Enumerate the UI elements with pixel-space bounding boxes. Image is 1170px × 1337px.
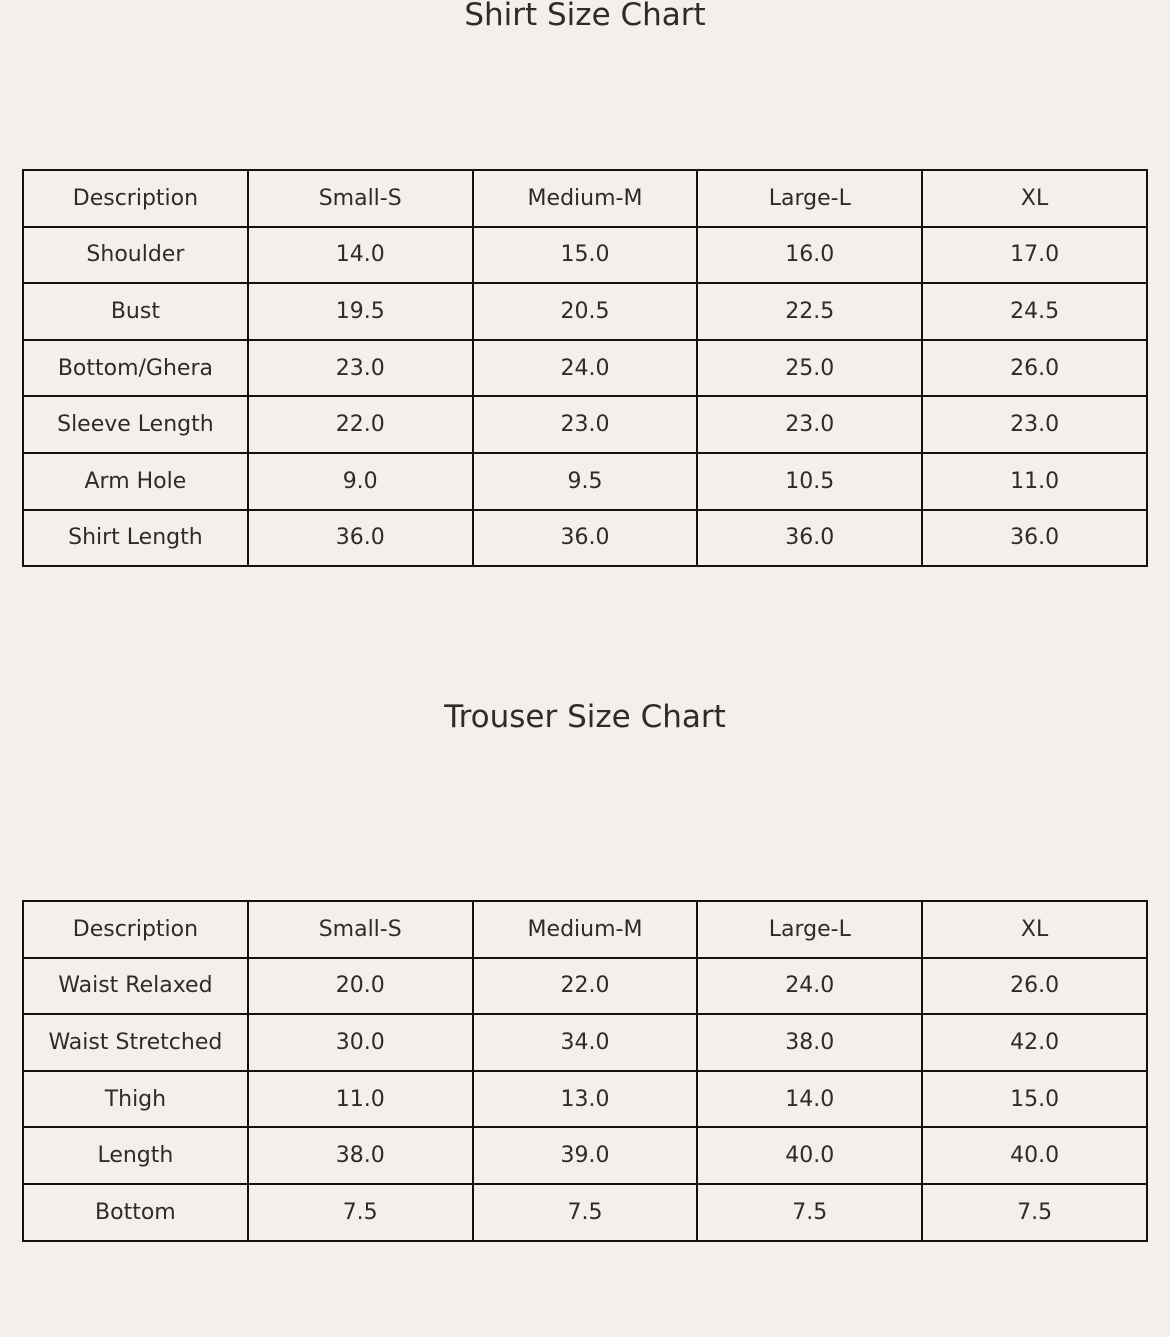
shirt-header-row — [23, 170, 1147, 227]
table-row — [23, 453, 1147, 510]
value-cell: 26.0 — [922, 958, 1147, 1015]
row-label-cell: Bust — [23, 283, 248, 340]
table-row — [23, 340, 1147, 397]
row-label-cell: Shoulder — [23, 227, 248, 284]
value-cell: 11.0 — [922, 453, 1147, 510]
value-cell: 25.0 — [697, 340, 922, 397]
header-cell: Description — [23, 901, 248, 958]
shirt-size-table — [22, 169, 1148, 567]
value-cell: 24.0 — [473, 340, 698, 397]
value-cell: 36.0 — [697, 510, 922, 567]
value-cell: 26.0 — [922, 340, 1147, 397]
value-cell: 39.0 — [473, 1127, 698, 1184]
table-row — [23, 1127, 1147, 1184]
value-cell: 36.0 — [248, 510, 473, 567]
row-label-cell: Bottom — [23, 1184, 248, 1241]
value-cell: 9.5 — [473, 453, 698, 510]
value-cell: 14.0 — [248, 227, 473, 284]
value-cell: 17.0 — [922, 227, 1147, 284]
table-row — [23, 1071, 1147, 1128]
value-cell: 16.0 — [697, 227, 922, 284]
header-cell: Large-L — [697, 901, 922, 958]
trouser-header-row — [23, 901, 1147, 958]
row-label-cell: Bottom/Ghera — [23, 340, 248, 397]
row-label-cell: Sleeve Length — [23, 396, 248, 453]
value-cell: 7.5 — [473, 1184, 698, 1241]
row-label-cell: Thigh — [23, 1071, 248, 1128]
row-label-cell: Shirt Length — [23, 510, 248, 567]
value-cell: 19.5 — [248, 283, 473, 340]
value-cell: 7.5 — [922, 1184, 1147, 1241]
value-cell: 22.5 — [697, 283, 922, 340]
value-cell: 23.0 — [473, 396, 698, 453]
table-row — [23, 1184, 1147, 1241]
header-cell: Large-L — [697, 170, 922, 227]
table-row — [23, 283, 1147, 340]
value-cell: 23.0 — [248, 340, 473, 397]
shirt-table-body — [23, 170, 1147, 566]
row-label-cell: Waist Stretched — [23, 1014, 248, 1071]
value-cell: 13.0 — [473, 1071, 698, 1128]
value-cell: 10.5 — [697, 453, 922, 510]
value-cell: 40.0 — [697, 1127, 922, 1184]
value-cell: 36.0 — [922, 510, 1147, 567]
trouser-chart-title: Trouser Size Chart — [444, 699, 726, 735]
header-cell: Description — [23, 170, 248, 227]
value-cell: 38.0 — [248, 1127, 473, 1184]
value-cell: 9.0 — [248, 453, 473, 510]
header-cell: Medium-M — [473, 170, 698, 227]
value-cell: 30.0 — [248, 1014, 473, 1071]
value-cell: 15.0 — [473, 227, 698, 284]
value-cell: 24.0 — [697, 958, 922, 1015]
value-cell: 20.5 — [473, 283, 698, 340]
row-label-cell: Length — [23, 1127, 248, 1184]
shirt-chart-title: Shirt Size Chart — [464, 0, 706, 33]
header-cell: Small-S — [248, 170, 473, 227]
value-cell: 23.0 — [697, 396, 922, 453]
header-cell: XL — [922, 170, 1147, 227]
header-cell: Medium-M — [473, 901, 698, 958]
row-label-cell: Arm Hole — [23, 453, 248, 510]
value-cell: 34.0 — [473, 1014, 698, 1071]
trouser-size-table — [22, 900, 1148, 1242]
table-row — [23, 1014, 1147, 1071]
value-cell: 15.0 — [922, 1071, 1147, 1128]
value-cell: 11.0 — [248, 1071, 473, 1128]
value-cell: 22.0 — [248, 396, 473, 453]
table-row — [23, 227, 1147, 284]
header-cell: XL — [922, 901, 1147, 958]
trouser-table-body — [23, 901, 1147, 1241]
value-cell: 14.0 — [697, 1071, 922, 1128]
value-cell: 24.5 — [922, 283, 1147, 340]
table-row — [23, 510, 1147, 567]
value-cell: 7.5 — [697, 1184, 922, 1241]
row-label-cell: Waist Relaxed — [23, 958, 248, 1015]
header-cell: Small-S — [248, 901, 473, 958]
table-row — [23, 958, 1147, 1015]
value-cell: 7.5 — [248, 1184, 473, 1241]
table-row — [23, 396, 1147, 453]
value-cell: 38.0 — [697, 1014, 922, 1071]
value-cell: 40.0 — [922, 1127, 1147, 1184]
value-cell: 42.0 — [922, 1014, 1147, 1071]
value-cell: 22.0 — [473, 958, 698, 1015]
value-cell: 36.0 — [473, 510, 698, 567]
value-cell: 23.0 — [922, 396, 1147, 453]
value-cell: 20.0 — [248, 958, 473, 1015]
